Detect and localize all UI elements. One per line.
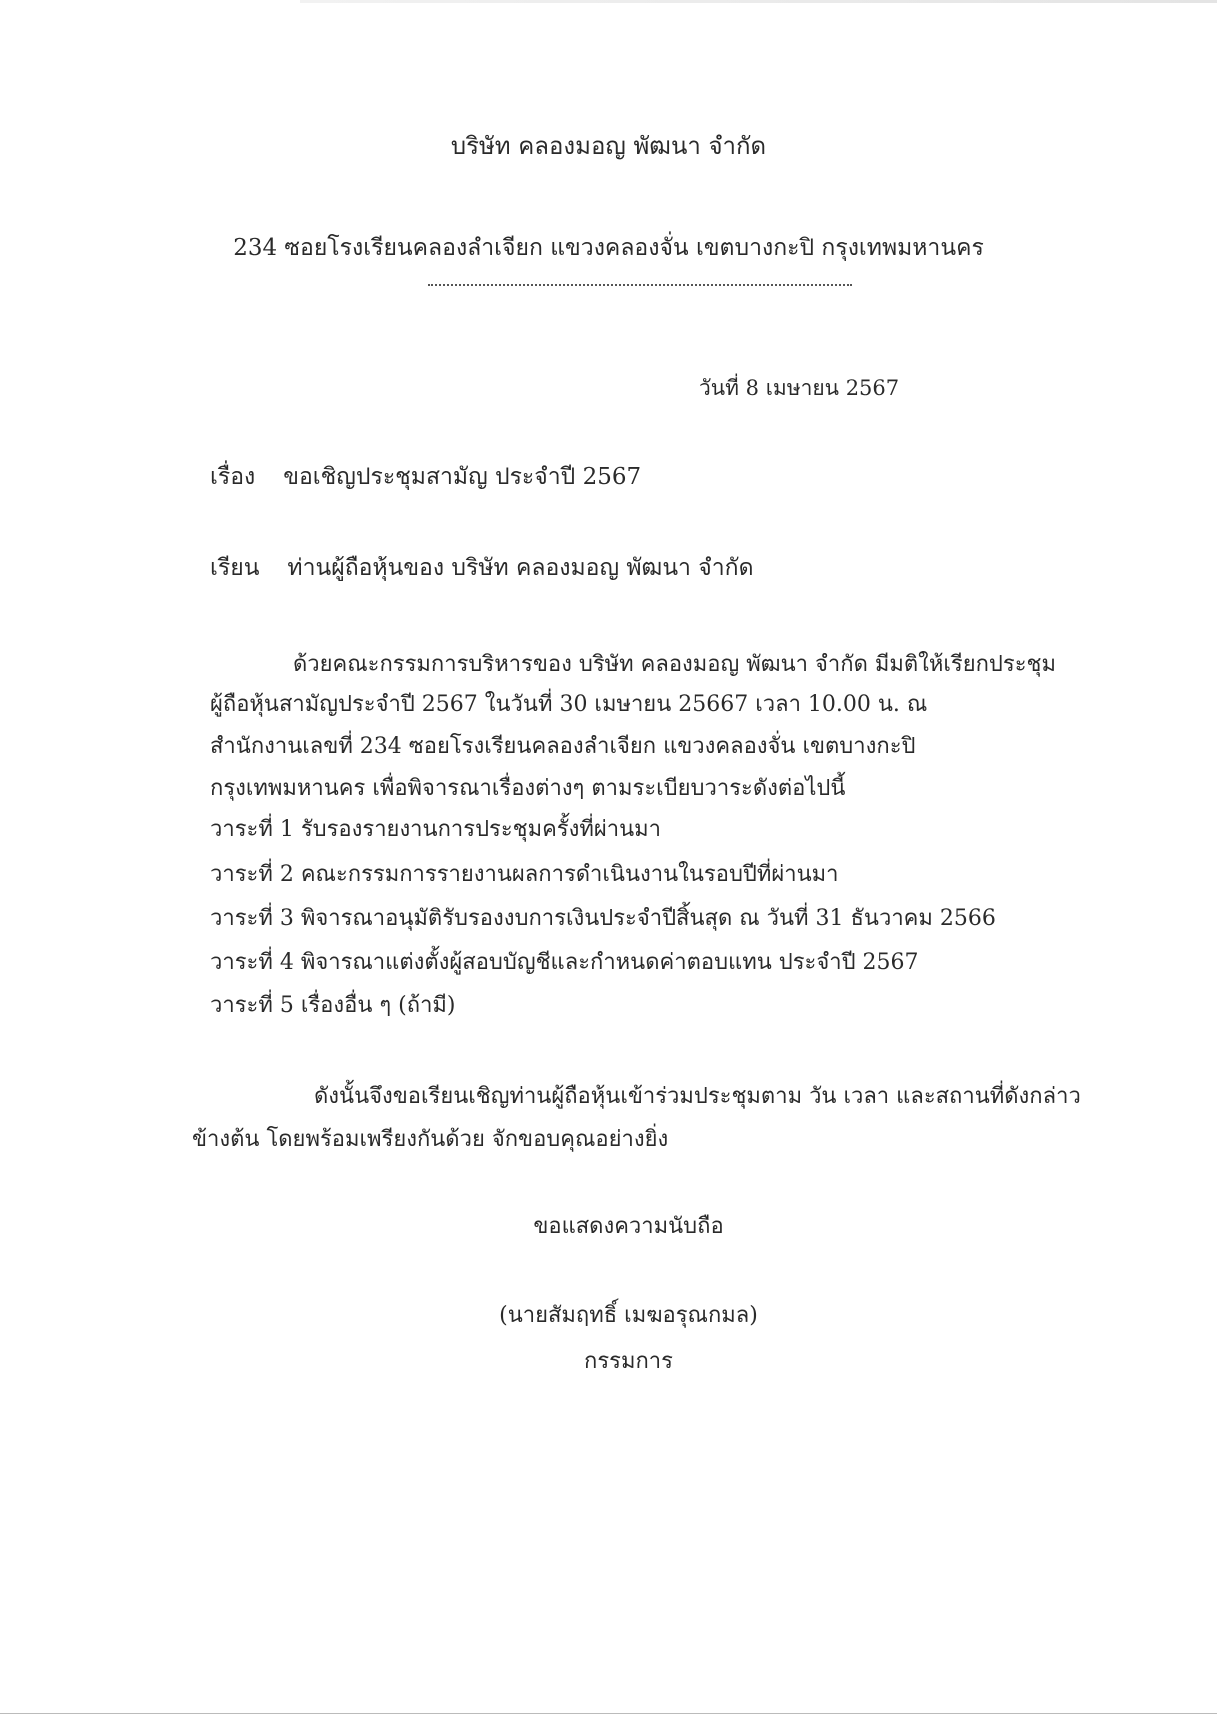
subject-label: เรื่อง xyxy=(210,464,256,490)
subject-line xyxy=(210,464,641,492)
agenda-item-3: วาระที่ 3 พิจารณาอนุมัติรับรองงบการเงินประจำปีสิ้นสุด ณ วันที่ 31 ธันวาคม 2566 xyxy=(210,906,996,931)
letter-date: วันที่ 8 เมษายน 2567 xyxy=(699,376,900,400)
company-name: บริษัท คลองมอญ พัฒนา จำกัด xyxy=(450,132,767,160)
recipient-text: ท่านผู้ถือหุ้นของ บริษัท คลองมอญ พัฒนา จำกัด xyxy=(287,555,754,581)
company-address: 234 ซอยโรงเรียนคลองลำเจียก แขวงคลองจั่น เขตบางกะปิ กรุงเทพมหานคร xyxy=(233,235,984,261)
body-paragraph-line-4: กรุงเทพมหานคร เพื่อพิจารณาเรื่องต่างๆ ตามระเบียบวาระดังต่อไปนี้ xyxy=(210,776,846,801)
body-paragraph-line-3: สำนักงานเลขที่ 234 ซอยโรงเรียนคลองลำเจียก แขวงคลองจั่น เขตบางกะปิ xyxy=(210,734,916,759)
agenda-item-4: วาระที่ 4 พิจารณาแต่งตั้งผู้สอบบัญชีและกำหนดค่าตอบแทน ประจำปี 2567 xyxy=(210,950,919,975)
dotted-separator xyxy=(428,284,852,286)
regards-text: ขอแสดงความนับถือ xyxy=(533,1214,724,1239)
subject-text: ขอเชิญประชุมสามัญ ประจำปี 2567 xyxy=(283,464,642,490)
scan-edge-line xyxy=(300,0,1217,3)
agenda-item-2: วาระที่ 2 คณะกรรมการรายงานผลการดำเนินงานในรอบปีที่ผ่านมา xyxy=(210,862,839,887)
body-paragraph-line-1: ด้วยคณะกรรมการบริหารของ บริษัท คลองมอญ พัฒนา จำกัด มีมติให้เรียกประชุม xyxy=(293,652,1056,677)
signer-name: (นายสัมฤทธิ์ เมฆอรุณกมล) xyxy=(499,1303,758,1328)
body-paragraph-line-2: ผู้ถือหุ้นสามัญประจำปี 2567 ในวันที่ 30 เมษายน 25667 เวลา 10.00 น. ณ xyxy=(210,692,928,717)
signer-title: กรรมการ xyxy=(584,1349,673,1374)
closing-line-1: ดังนั้นจึงขอเรียนเชิญท่านผู้ถือหุ้นเข้าร่วมประชุมตาม วัน เวลา และสถานที่ดังกล่าว xyxy=(314,1084,1081,1109)
bottom-edge-line xyxy=(0,1713,1217,1714)
agenda-item-1: วาระที่ 1 รับรองรายงานการประชุมครั้งที่ผ่านมา xyxy=(210,817,662,842)
recipient-label: เรียน xyxy=(210,555,260,581)
closing-line-2: ข้างต้น โดยพร้อมเพรียงกันด้วย จักขอบคุณอย่างยิ่ง xyxy=(192,1127,669,1152)
recipient-line xyxy=(210,555,754,583)
agenda-item-5: วาระที่ 5 เรื่องอื่น ๆ (ถ้ามี) xyxy=(210,993,456,1018)
